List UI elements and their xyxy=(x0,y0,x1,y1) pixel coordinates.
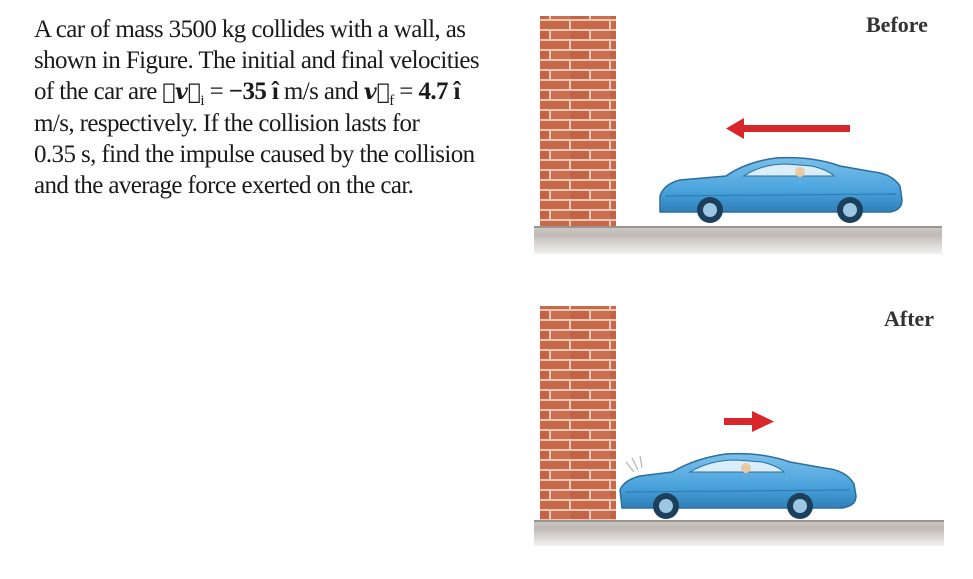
after-panel xyxy=(534,306,944,546)
after-label: After xyxy=(884,306,935,331)
problem-line-6: and the average force exerted on the car. xyxy=(34,172,414,199)
arrow-right-icon xyxy=(724,411,774,432)
ground-before xyxy=(534,226,942,254)
problem-line-1: A car of mass 3500 kg collides with a wall, as xyxy=(34,16,466,43)
collision-figure xyxy=(530,0,973,579)
problem-text xyxy=(34,14,534,201)
before-label: Before xyxy=(866,12,928,37)
final-velocity-value: 4.7 î xyxy=(418,78,460,105)
problem-line-5: 0.35 s, find the impulse caused by the collision xyxy=(34,141,475,168)
vi-letter: v⃗ xyxy=(175,79,201,105)
vi-equals: = xyxy=(203,78,229,105)
before-panel xyxy=(534,16,942,254)
initial-velocity-value: −35 î xyxy=(228,78,279,105)
car-before xyxy=(660,158,902,223)
vf-equals: = xyxy=(393,78,419,105)
brick-wall-after xyxy=(540,306,616,520)
ground-after xyxy=(534,520,944,546)
final-velocity-symbol xyxy=(364,79,389,105)
vi-unit: m/s and xyxy=(278,78,364,105)
vi-subscript: i xyxy=(200,93,204,109)
problem-line-3 xyxy=(34,76,534,108)
problem-line-2: shown in Figure. The initial and final velocities xyxy=(34,47,480,74)
problem-line-4: m/s, respectively. If the collision lasts for xyxy=(34,110,420,137)
vf-letter: v⃗ xyxy=(363,79,390,105)
brick-wall-before xyxy=(540,16,616,226)
car-after xyxy=(620,454,856,519)
arrow-left-icon xyxy=(726,118,850,139)
impact-lines xyxy=(626,456,642,472)
vf-subscript: f xyxy=(389,93,394,109)
text-segment: of the car are xyxy=(34,78,163,105)
initial-velocity-symbol: ⃗v⃗ xyxy=(162,79,201,105)
